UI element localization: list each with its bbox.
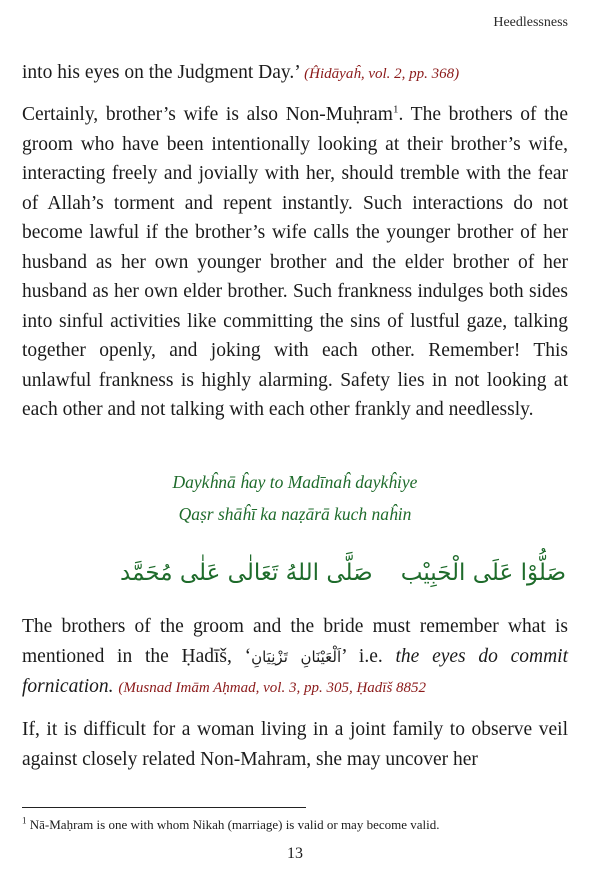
paragraph-joint-family: If, it is difficult for a woman living in a joint family to observe veil against closely related Non-Mahram, she may uncover her	[22, 719, 568, 770]
footnote	[22, 817, 582, 833]
italic-translation: the eyes do commit fornication.	[22, 645, 569, 697]
citation: (Ĥidāyaĥ, vol. 2, pp. 368)	[304, 66, 460, 82]
footnote-number: 1	[22, 815, 27, 826]
arabic-quote: اَلْعَيْنَانِ تَزْنِيَانِ	[251, 647, 342, 666]
running-header: Heedlessness	[493, 15, 568, 30]
paragraph-hadith	[22, 612, 568, 704]
citation: (Musnad Imām Aḥmad, vol. 3, pp. 305, Ḥadīš 8852	[118, 680, 427, 696]
paragraph-text: ’ i.e.	[341, 645, 396, 667]
salat-right: صَلُّوْا عَلَى الْحَبِيْب	[400, 560, 566, 586]
paragraph-text: into his eyes on the Judgment Day.’	[22, 62, 300, 83]
paragraph-text: The brothers of the groom and the bride must remember what is mentioned in the Ḥadīš, ‘	[22, 616, 568, 667]
salat-verse	[22, 554, 568, 598]
footnote-text: Nā-Maḥram is one with whom Nikah (marriage) is valid or may become valid.	[26, 817, 440, 832]
paragraph-continuation	[22, 58, 568, 90]
paragraph-non-mahram	[22, 100, 568, 425]
footnote-divider	[22, 807, 306, 808]
footnote-mark[interactable]: 1	[392, 103, 399, 116]
poem-line-1: Daykĥnā ĥay to Madīnaĥ daykĥiye	[172, 472, 418, 492]
paragraph-text: . The brothers of the groom who have been intentionally looking at their brother’s wife, interacting freely and jovially with her, should tremble with the fear of Allah’s torment and repent instantly. Such interactions do not become lawful if the brother’s wife calls the younger brother of her husband as her own younger brother and the elder brother of her husband as her own elder brother. Such frankness indulges both sides into sinful activities like committing the sins of lustful gaze, talking together openly, and joking with each other. Remember! This unlawful frankness is highly alarming. Safety lies in not looking at each other and not talking with each other frankly and needlessly.	[22, 104, 569, 420]
salat-left: صَلَّى اللهُ تَعَالٰى عَلٰى مُحَمَّد	[120, 560, 373, 586]
poem-line-2: Qaṣr shāĥī ka naẓārā kuch naĥin	[178, 504, 412, 524]
page-number: 13	[287, 845, 303, 862]
paragraph-lead: Certainly, brother’s wife is also Non-Muḥram	[22, 104, 393, 125]
